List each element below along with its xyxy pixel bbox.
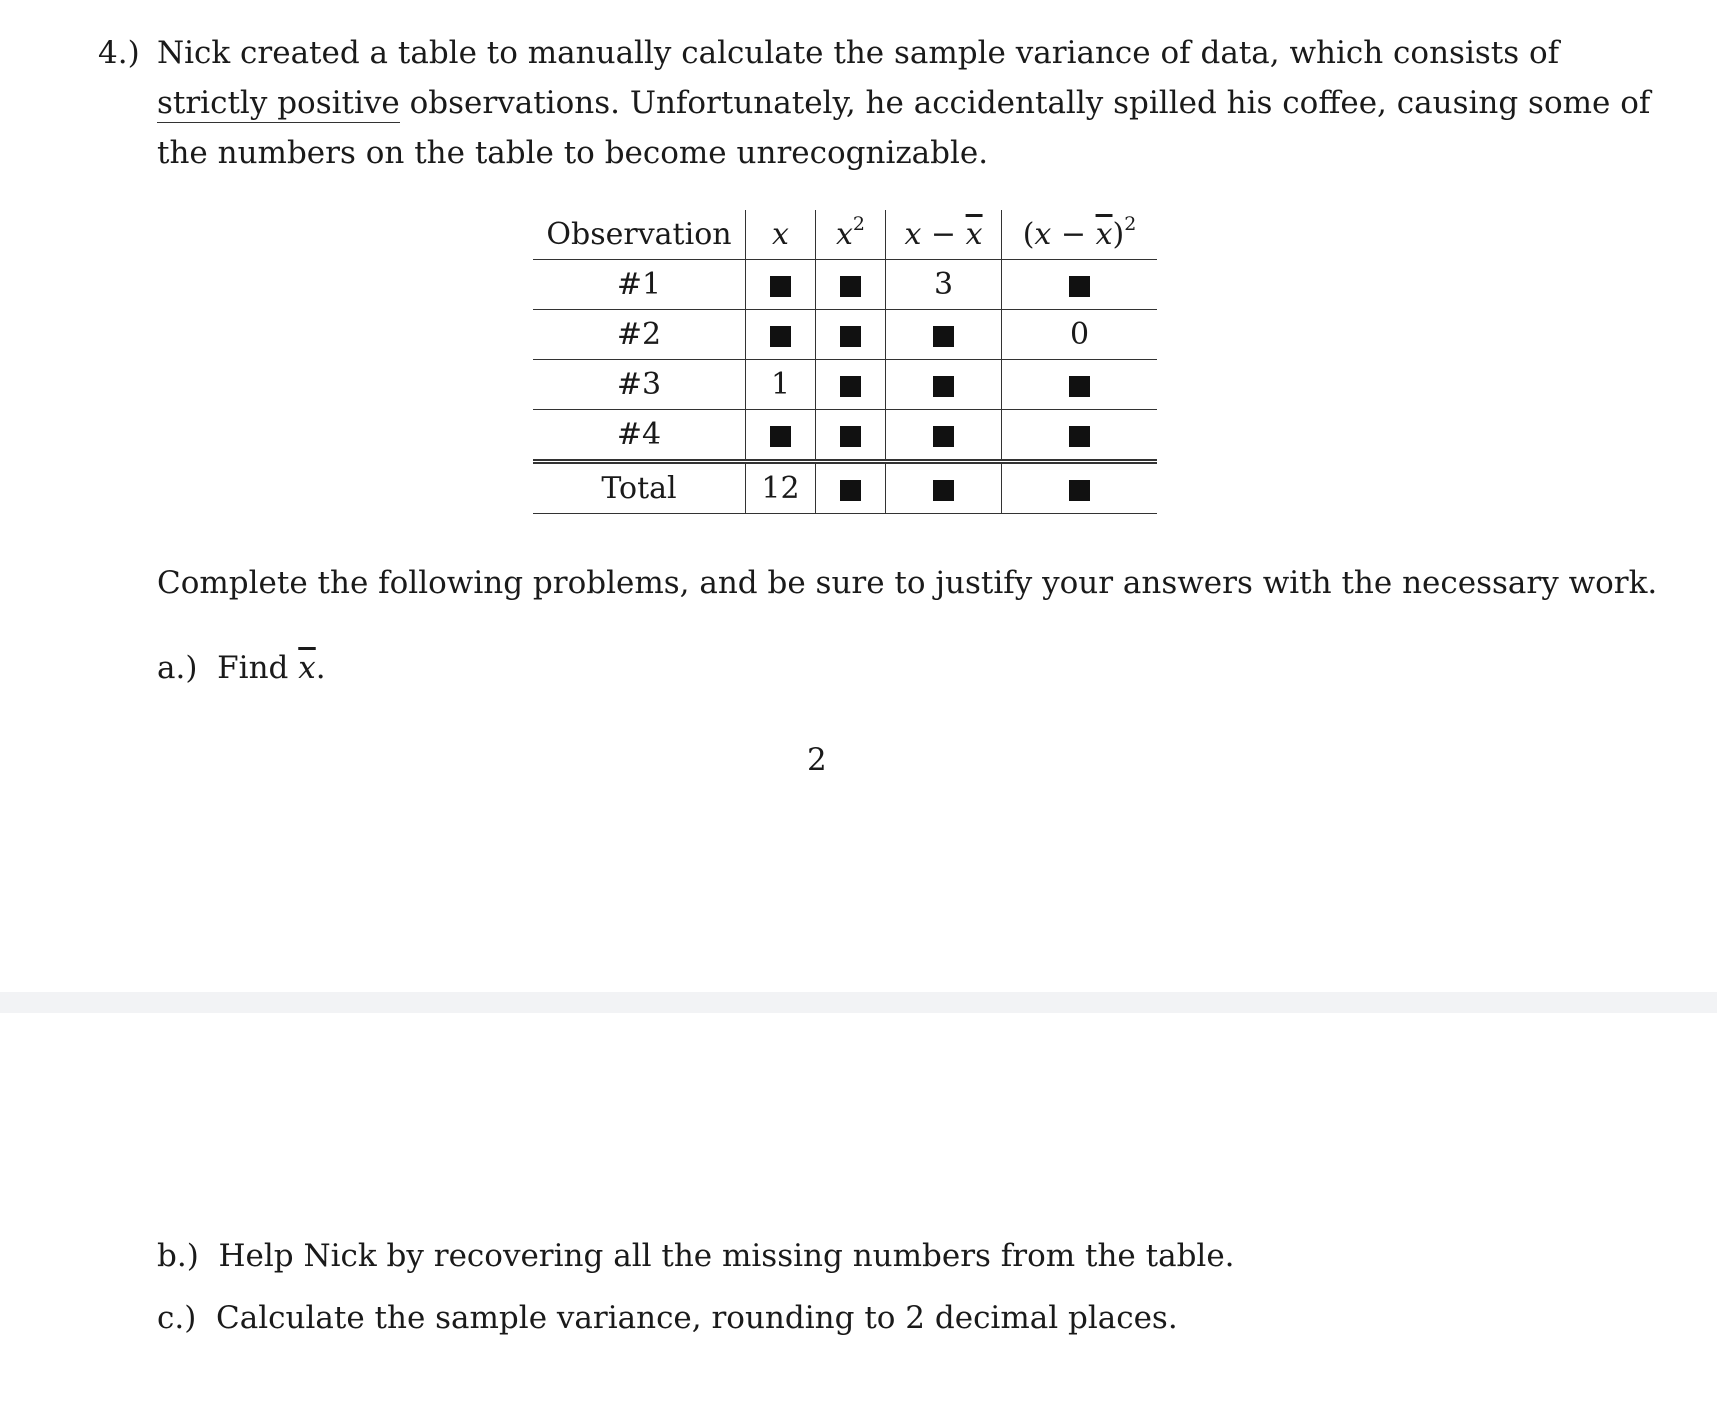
page-gap-divider: [0, 992, 1717, 1013]
table-row-3: [533, 360, 1157, 410]
cell-label: #3: [533, 360, 746, 410]
cell-x: 1: [746, 360, 816, 410]
cell-label: #2: [533, 310, 746, 360]
redacted-cell-squared-deviation: [1002, 260, 1158, 310]
table-row-4: [533, 410, 1157, 462]
redacted-cell-deviation: [886, 360, 1002, 410]
header-x: x: [746, 210, 816, 260]
header-x-squared: $x^2$: [816, 210, 886, 260]
coffee-stain-block: [840, 426, 861, 447]
coffee-stain-block: [840, 480, 861, 501]
coffee-stain-block: [1069, 426, 1090, 447]
cell-x: 12: [746, 462, 816, 514]
x-bar-symbol: $\overline{x}$: [298, 650, 316, 686]
redacted-cell-x-squared: [816, 260, 886, 310]
header-observation: Observation: [533, 210, 746, 260]
table-row-total: [533, 462, 1157, 514]
coffee-stain-block: [770, 426, 791, 447]
redacted-cell-x-squared: [816, 410, 886, 462]
coffee-stain-block: [840, 376, 861, 397]
cell-squared-deviation: 0: [1002, 310, 1158, 360]
intro-line-2: [157, 78, 1651, 128]
underlined-phrase: strictly positive: [157, 85, 400, 121]
redacted-cell-deviation: [886, 410, 1002, 462]
table-row-1: [533, 260, 1157, 310]
redacted-cell-x-squared: [816, 360, 886, 410]
cell-label: Total: [533, 462, 746, 514]
part-a: a.) Find $\overline{x}$.: [157, 650, 326, 686]
intro-line-2-rest: observations. Unfortunately, he accidentally spilled his coffee, causing some of: [399, 85, 1651, 121]
redacted-cell-squared-deviation: [1002, 410, 1158, 462]
coffee-stain-block: [933, 326, 954, 347]
cell-label: #1: [533, 260, 746, 310]
coffee-stain-block: [840, 276, 861, 297]
coffee-stain-block: [933, 376, 954, 397]
coffee-stain-block: [1069, 276, 1090, 297]
part-b-label: b.): [157, 1238, 199, 1274]
table-header-row: [533, 210, 1157, 260]
redacted-cell-x-squared: [816, 462, 886, 514]
part-a-label: a.): [157, 650, 198, 686]
coffee-stain-block: [770, 326, 791, 347]
answer-a-value: 2: [807, 742, 827, 778]
part-b-text: Help Nick by recovering all the missing numbers from the table.: [218, 1238, 1235, 1274]
redacted-cell-x: [746, 310, 816, 360]
instructions-text: Complete the following problems, and be sure to justify your answers with the necessary work.: [157, 565, 1658, 601]
coffee-stain-block: [1069, 480, 1090, 501]
table-row-2: [533, 310, 1157, 360]
part-a-text: Find: [217, 650, 299, 686]
cell-deviation: 3: [886, 260, 1002, 310]
coffee-stain-block: [770, 276, 791, 297]
worksheet-page-bottom: [0, 1013, 1717, 1406]
header-squared-deviation: $(x - \overline{x})^2$: [1002, 210, 1158, 260]
part-c: [157, 1293, 1178, 1343]
coffee-stain-block: [933, 426, 954, 447]
variance-table: [533, 210, 1157, 514]
redacted-cell-x-squared: [816, 310, 886, 360]
redacted-cell-squared-deviation: [1002, 360, 1158, 410]
intro-line-3: the numbers on the table to become unrecognizable.: [157, 135, 989, 171]
intro-line-1: Nick created a table to manually calculate the sample variance of data, which consists of: [157, 35, 1560, 71]
coffee-stain-block: [933, 480, 954, 501]
coffee-stain-block: [1069, 376, 1090, 397]
question-number: 4.): [98, 35, 140, 71]
cell-label: #4: [533, 410, 746, 462]
redacted-cell-deviation: [886, 462, 1002, 514]
header-deviation: $x - \overline{x}$: [886, 210, 1002, 260]
redacted-cell-deviation: [886, 310, 1002, 360]
redacted-cell-x: [746, 260, 816, 310]
coffee-stain-block: [840, 326, 861, 347]
part-b: [157, 1231, 1235, 1281]
part-c-text: Calculate the sample variance, rounding to 2 decimal places.: [216, 1300, 1178, 1336]
redacted-cell-x: [746, 410, 816, 462]
redacted-cell-squared-deviation: [1002, 462, 1158, 514]
part-c-label: c.): [157, 1300, 197, 1336]
